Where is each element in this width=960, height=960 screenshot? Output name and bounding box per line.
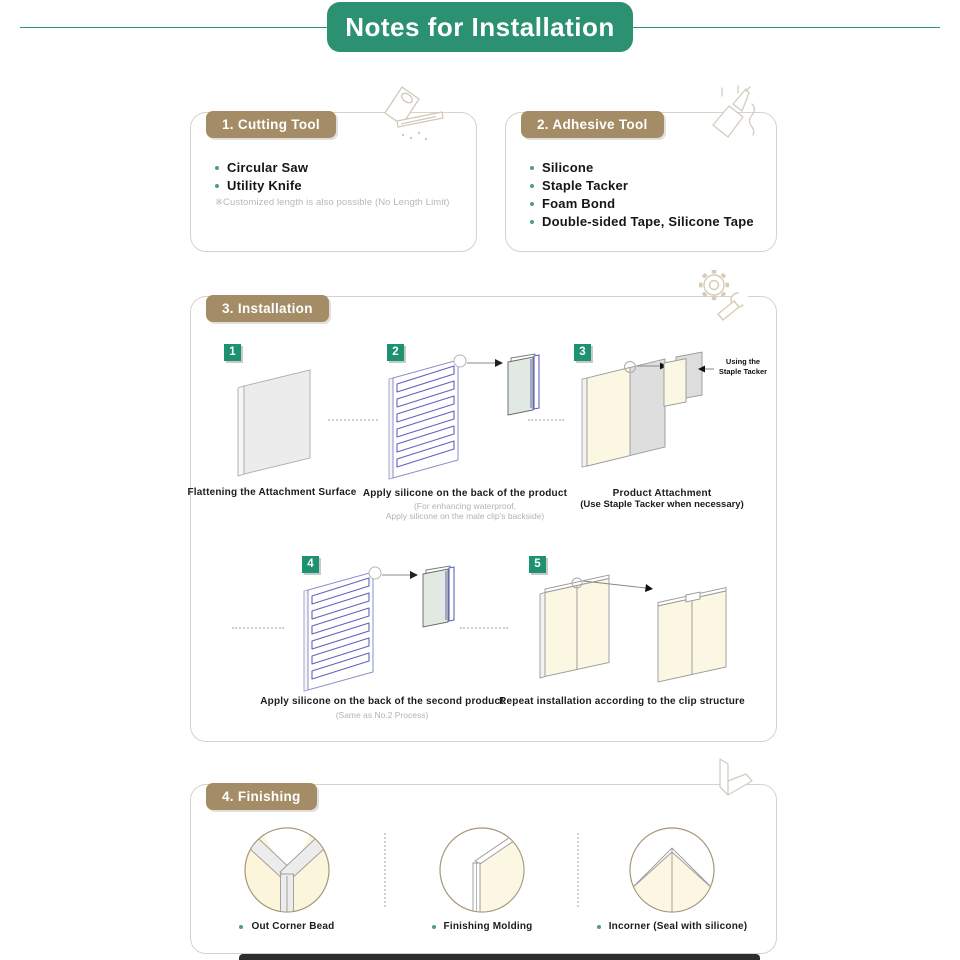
step-badge-1: 1 bbox=[224, 344, 241, 361]
gear-wrench-icon bbox=[692, 264, 754, 326]
dotted-separator bbox=[328, 419, 378, 421]
finishing-caption-out-corner bbox=[187, 921, 387, 932]
bullet-dot bbox=[530, 220, 534, 224]
length-limit-note: ※Customized length is also possible (No Length Limit) bbox=[215, 197, 450, 208]
finishing-molding-illustration bbox=[434, 822, 530, 918]
finishing-caption-molding bbox=[382, 921, 582, 932]
step-badge-2: 2 bbox=[387, 344, 404, 361]
incorner-illustration bbox=[624, 822, 720, 918]
step-2-illustration-apply-silicone bbox=[383, 350, 553, 485]
cutting-tool-list bbox=[215, 159, 450, 208]
finishing-item-label: Incorner (Seal with silicone) bbox=[608, 921, 748, 932]
step-2-subcaption-1: (For enhancing waterproof, bbox=[413, 501, 517, 511]
tool-name: Double-sided Tape, Silicone Tape bbox=[542, 214, 754, 229]
finishing-caption-incorner bbox=[572, 921, 772, 932]
list-item bbox=[530, 177, 754, 195]
bullet-dot bbox=[239, 925, 243, 929]
step-5-illustration-repeat-installation bbox=[520, 562, 765, 692]
list-item bbox=[530, 195, 754, 213]
adhesive-tool-list bbox=[530, 159, 754, 231]
tool-name: Foam Bond bbox=[542, 196, 616, 211]
list-item bbox=[215, 177, 450, 195]
bullet-dot bbox=[530, 202, 534, 206]
next-section-cutoff-bar bbox=[239, 954, 760, 960]
step-4-illustration-apply-silicone-second bbox=[298, 562, 468, 697]
annotation-line: Staple Tacker bbox=[718, 367, 768, 376]
tool-name: Silicone bbox=[542, 160, 594, 175]
step-2-caption: Apply silicone on the back of the product bbox=[362, 488, 568, 499]
bullet-dot bbox=[530, 166, 534, 170]
glue-bottle-icon bbox=[698, 84, 764, 150]
dotted-separator bbox=[460, 627, 508, 629]
bullet-dot bbox=[215, 166, 219, 170]
out-corner-bead-illustration bbox=[239, 822, 335, 918]
step-2-subcaption-2: Apply silicone on the male clip's backside) bbox=[385, 511, 545, 521]
tool-name: Staple Tacker bbox=[542, 178, 629, 193]
step-4-subcaption: (Same as No.2 Process) bbox=[335, 710, 429, 720]
step-badge-4: 4 bbox=[302, 556, 319, 573]
utility-knife-icon bbox=[374, 84, 444, 150]
cutting-tool-label: 1. Cutting Tool bbox=[206, 111, 336, 138]
list-item bbox=[530, 213, 754, 231]
tool-name: Utility Knife bbox=[227, 178, 302, 193]
finishing-item-label: Out Corner Bead bbox=[251, 921, 335, 932]
dotted-separator bbox=[528, 419, 564, 421]
dotted-separator-vertical bbox=[577, 833, 579, 907]
annotation-line: Using the bbox=[725, 357, 761, 366]
step-3-caption: Product Attachment bbox=[612, 488, 712, 499]
step-badge-5: 5 bbox=[529, 556, 546, 573]
step-1-illustration-flat-panel bbox=[228, 358, 323, 483]
corner-molding-icon bbox=[706, 757, 756, 803]
adhesive-tool-label: 2. Adhesive Tool bbox=[521, 111, 664, 138]
step-5-caption: Repeat installation according to the clip structure bbox=[499, 696, 745, 707]
tool-name: Circular Saw bbox=[227, 160, 309, 175]
step-badge-3: 3 bbox=[574, 344, 591, 361]
staple-tacker-annotation bbox=[714, 357, 772, 377]
list-item bbox=[215, 159, 450, 177]
list-item bbox=[530, 159, 754, 177]
bullet-dot bbox=[215, 184, 219, 188]
step-3-caption-line2: (Use Staple Tacker when necessary) bbox=[580, 499, 744, 510]
dotted-separator bbox=[232, 627, 284, 629]
step-4-caption: Apply silicone on the back of the second product bbox=[260, 696, 504, 707]
bullet-dot bbox=[530, 184, 534, 188]
bullet-dot bbox=[432, 925, 436, 929]
finishing-item-label: Finishing Molding bbox=[443, 921, 533, 932]
page-title: Notes for Installation bbox=[327, 2, 633, 52]
dotted-separator-vertical bbox=[384, 833, 386, 907]
finishing-label: 4. Finishing bbox=[206, 783, 317, 810]
step-1-caption: Flattening the Attachment Surface bbox=[187, 487, 357, 498]
installation-label: 3. Installation bbox=[206, 295, 329, 322]
bullet-dot bbox=[597, 925, 601, 929]
